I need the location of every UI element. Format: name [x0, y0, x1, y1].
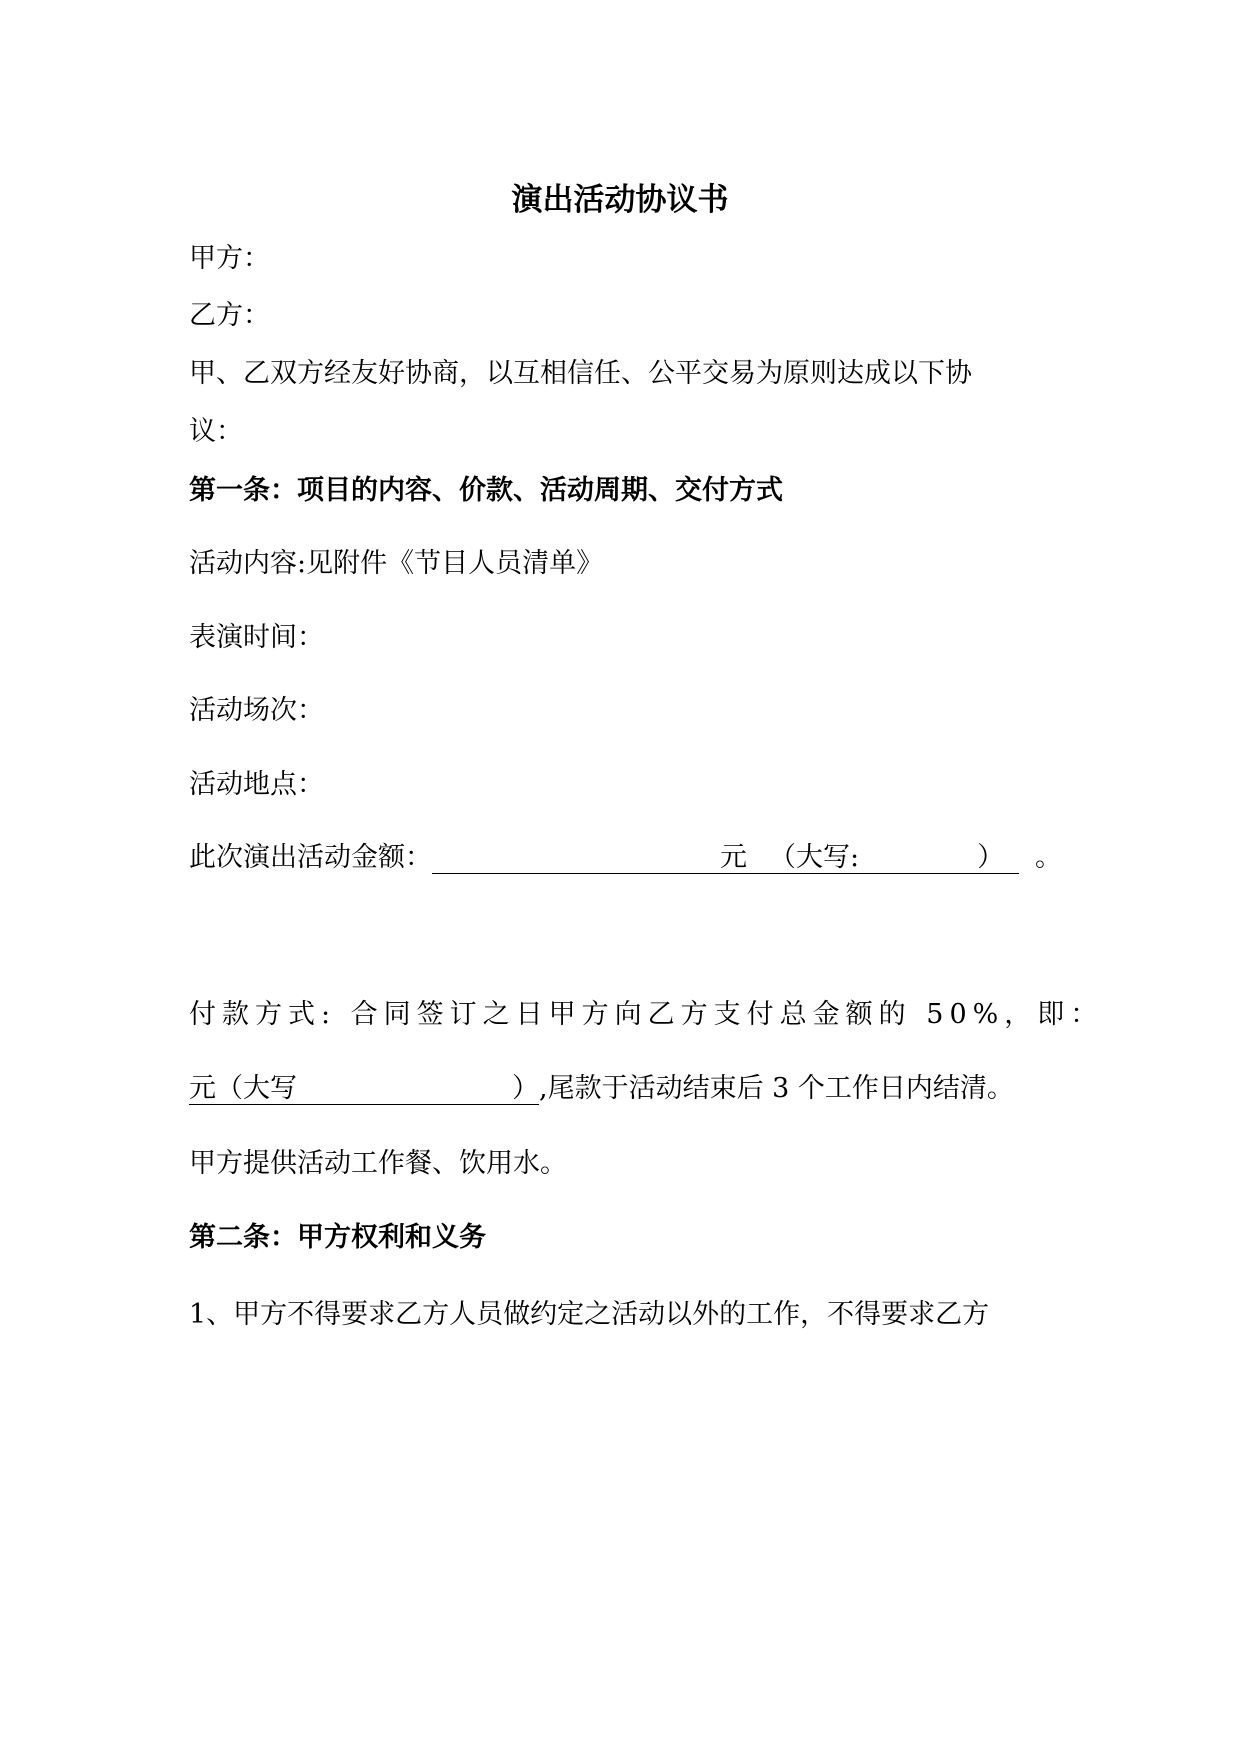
amount-label: 此次演出活动金额：	[189, 842, 432, 873]
party-b-label: 乙方：	[189, 300, 270, 331]
payment-method-line-1: 付款方式: 合同签订之日甲方向乙方支付总金额的 50%，即：	[189, 999, 1104, 1030]
article-2-heading: 第二条：甲方权利和义务	[189, 1222, 486, 1253]
activity-content-line: 活动内容:见附件《节目人员清单》	[189, 548, 604, 579]
article-2-item-1: 1、甲方不得要求乙方人员做约定之活动以外的工作，不得要求乙方	[189, 1299, 990, 1330]
payment-balance-text: ,尾款于活动结束后 3 个工作日内结清。	[539, 1073, 1014, 1104]
payment-method-line-2	[189, 1072, 1014, 1106]
intro-paragraph-line-1: 甲、乙双方经友好协商，以互相信任、公平交易为原则达成以下协	[189, 358, 972, 389]
sessions-label: 活动场次：	[189, 695, 324, 726]
amount-daxie-close: ）	[977, 842, 1005, 873]
meals-line: 甲方提供活动工作餐、饮用水。	[189, 1148, 567, 1179]
document-title: 演出活动协议书	[511, 182, 729, 218]
article-1-heading: 第一条：项目的内容、价款、活动周期、交付方式	[189, 475, 783, 506]
amount-line	[189, 841, 1062, 875]
intro-paragraph-line-2: 议：	[189, 416, 243, 447]
venue-label: 活动地点：	[189, 769, 324, 800]
amount-unit: 元	[720, 842, 747, 873]
amount-period: 。	[1035, 842, 1062, 873]
performance-time-label: 表演时间：	[189, 622, 324, 653]
payment-daxie-close: ）	[512, 1073, 539, 1104]
party-a-label: 甲方：	[189, 243, 270, 274]
payment-unit: 元（大写	[189, 1073, 297, 1104]
payment-daxie-fill-field[interactable]	[189, 1073, 539, 1105]
amount-daxie-open: （大写:	[769, 842, 860, 873]
amount-fill-field[interactable]	[432, 843, 1019, 874]
